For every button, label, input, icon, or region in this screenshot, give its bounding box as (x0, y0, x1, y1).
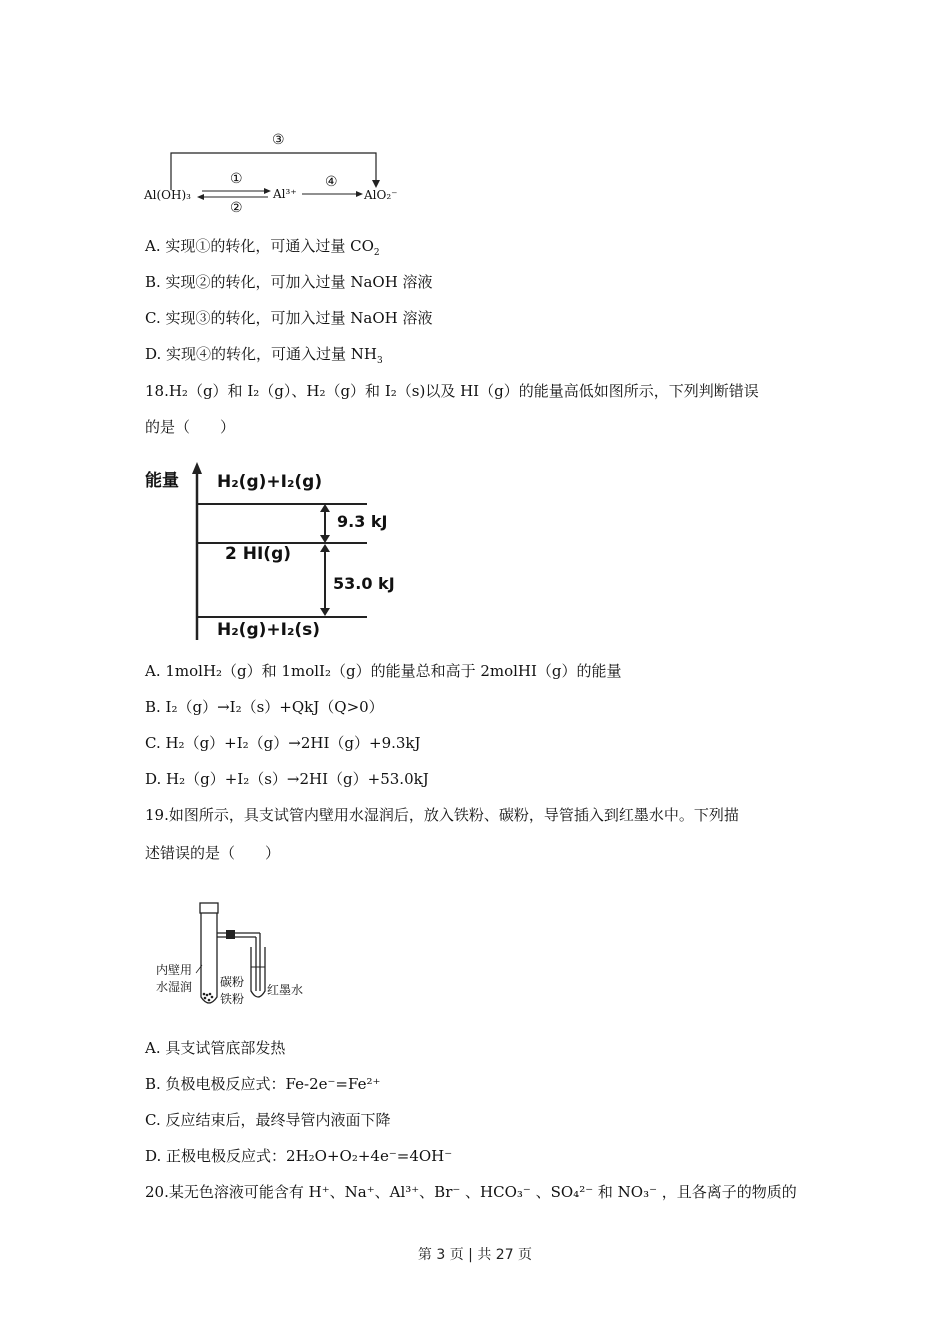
q19-option-b: B. 负极电极反应式：Fe-2e⁻=Fe²⁺ (145, 1075, 381, 1093)
level-top-label: H₂(g)+I₂(g) (217, 472, 323, 492)
gap-lower-label: 53.0 kJ (333, 574, 395, 593)
step-1-marker: ① (230, 171, 243, 187)
step-2-marker: ② (230, 200, 243, 216)
q19-stem-line-2: 述错误的是（ ） (145, 844, 281, 862)
q20-stem-line-1: 20.某无色溶液可能含有 H⁺、Na⁺、Al³⁺、Br⁻ 、HCO₃⁻ 、SO₄²⁻ 和 NO₃⁻ ，且各离子的物质的 (145, 1183, 797, 1201)
step-4-marker: ④ (325, 174, 338, 190)
label-carbon: 碳粉 (220, 975, 245, 989)
q19-option-a: A. 具支试管底部发热 (145, 1039, 286, 1057)
q19-option-c: C. 反应结束后，最终导管内液面下降 (145, 1111, 391, 1129)
energy-level-diagram (145, 460, 405, 645)
q18-stem-line-1: 18.H₂（g）和 I₂（g）、H₂（g）和 I₂（s)以及 HI（g）的能量高低如图所示，下列判断错误 (145, 382, 759, 400)
q17-option-c: C. 实现③的转化，可加入过量 NaOH 溶液 (145, 309, 433, 327)
q17-option-a: A. 实现①的转化，可通入过量 $CO_2$ (145, 237, 380, 258)
q18-option-d: D. H₂（g）+I₂（s）→2HI（g）+53.0kJ (145, 770, 429, 788)
q17-option-d: D. 实现④的转化，可通入过量 $NH_3$ (145, 345, 383, 366)
q18-option-c: C. H₂（g）+I₂（g）→2HI（g）+9.3kJ (145, 734, 421, 752)
label-inner-wall-2: 水湿润 (156, 980, 193, 994)
label-alo2: AlO₂⁻ (364, 188, 398, 202)
step-3-marker: ③ (272, 132, 285, 148)
q18-option-a: A. 1molH₂（g）和 1molI₂（g）的能量总和高于 2molHI（g）的能量 (145, 662, 622, 680)
label-red-ink: 红墨水 (267, 983, 304, 997)
aluminum-conversion-diagram (140, 128, 410, 218)
q19-option-d: D. 正极电极反应式：2H₂O+O₂+4e⁻=4OH⁻ (145, 1147, 453, 1165)
q18-stem-line-2: 的是（ ） (145, 418, 236, 436)
q19-stem-line-1: 19.如图所示，具支试管内壁用水湿润后，放入铁粉、碳粉，导管插入到红墨水中。下列描 (145, 806, 739, 824)
page-footer: 第 3 页 | 共 27 页 (417, 1247, 533, 1263)
test-tube-apparatus (150, 895, 320, 1010)
gap-upper-label: 9.3 kJ (337, 512, 388, 531)
q18-option-b: B. I₂（g）→I₂（s）+QkJ（Q>0） (145, 698, 384, 716)
label-inner-wall-1: 内壁用 (156, 963, 193, 977)
q17-option-b: B. 实现②的转化，可加入过量 NaOH 溶液 (145, 273, 433, 291)
label-iron: 铁粉 (220, 992, 245, 1006)
label-al3: Al³⁺ (273, 187, 297, 201)
level-mid-label: 2 HI(g) (225, 544, 292, 564)
level-bottom-label: H₂(g)+I₂(s) (217, 620, 321, 640)
label-aloh3: Al(OH)₃ (144, 188, 191, 202)
energy-axis-label: 能量 (145, 471, 179, 491)
